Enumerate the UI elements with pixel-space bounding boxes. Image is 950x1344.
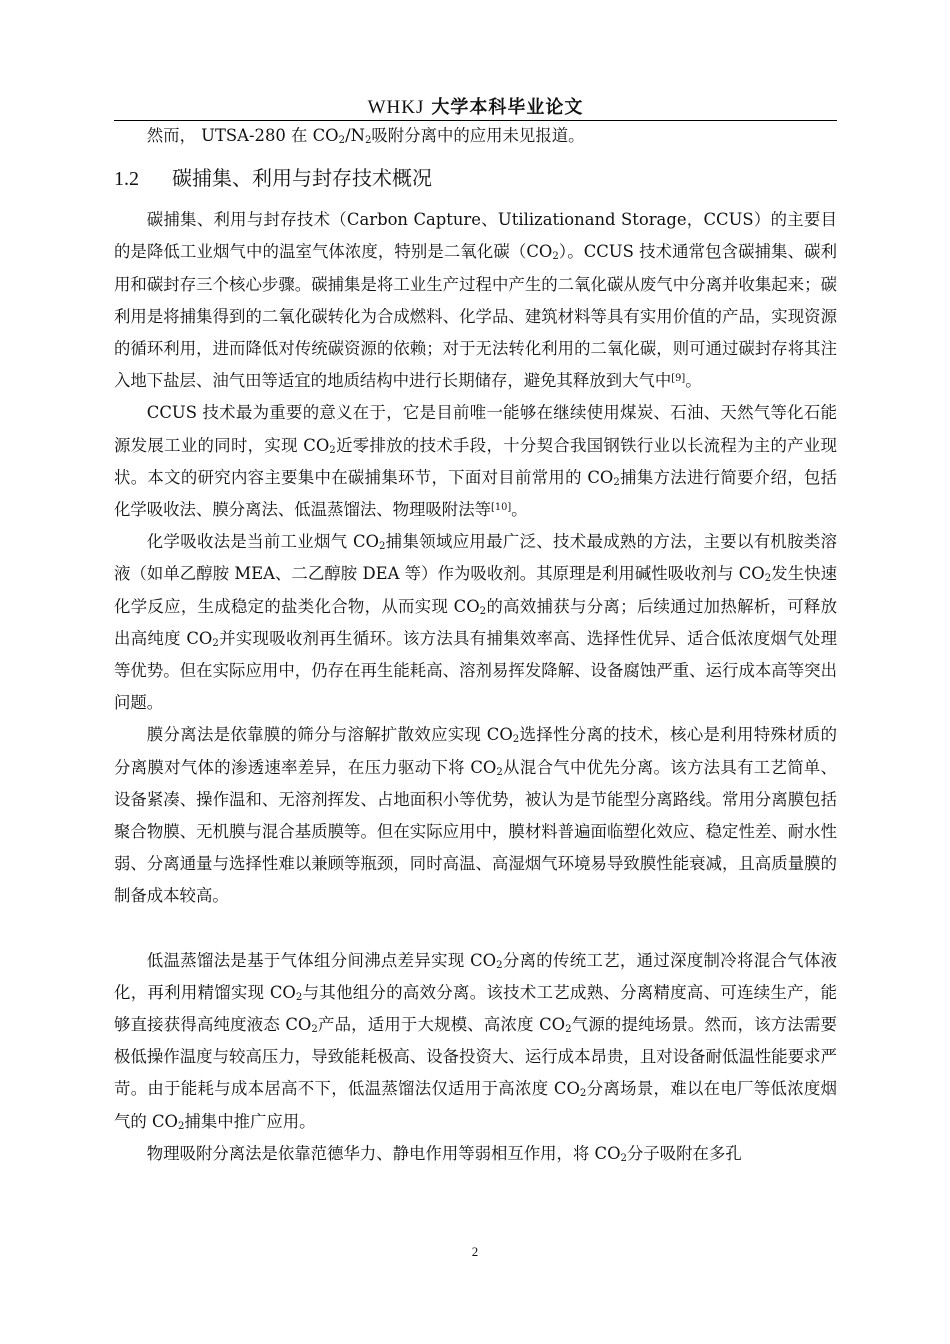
paragraph-chemical-absorption: 化学吸收法是当前工业烟气 $CO_2$捕集领域应用最广泛、技术最成熟的方法，主要以有机胺类溶液（如单乙醇胺 MEA、二乙醇胺 DEA 等）作为吸收剂。其原理是利用碱性吸收剂与 $CO_2$发生快速化学反应，生成稳定的盐类化合物，从而实现 $CO_2$的高效捕获与分离；后续通过加热解析，可释放出高纯度 $CO_2$并实现吸收剂再生循环。该方法具有捕集效率高、选择性优异、适合低浓度烟气处理等优势。但在实际应用中，仍存在再生能耗高、溶剂易挥发降解、设备腐蚀严重、运行成本高等突出问题。 (114, 532, 838, 713)
running-header (114, 94, 837, 121)
section-title: 碳捕集、利用与封存技术概况 (172, 166, 432, 191)
paragraph-physical-adsorption: 物理吸附分离法是依靠范德华力、静电作用等弱相互作用，将 $CO_2$分子吸附在多孔 (146, 1143, 742, 1165)
header-left-text: WHKJ (367, 97, 425, 118)
body-text (114, 120, 837, 1170)
page-number: 2 (471, 1244, 479, 1259)
section-heading (114, 162, 837, 195)
intro-line: 然而， UTSA-280 在 $CO_2/N_2$吸附分离中的应用未见报道。 (146, 126, 585, 147)
paragraph-ccus-significance: CCUS 技术最为重要的意义在于，它是目前唯一能够在继续使用煤炭、石油、天然气等化石能源发展工业的同时，实现 $CO_2$近零排放的技术手段，十分契合我国钢铁行业以长流程为主的产业现状。本文的研究内容主要集中在碳捕集环节，下面对目前常用的 $CO_2$捕集方法进行简要介绍，包括化学吸收法、膜分离法、低温蒸馏法、物理吸附法等[10]。 (114, 403, 837, 520)
paragraph-membrane-separation: 膜分离法是依靠膜的筛分与溶解扩散效应实现 $CO_2$选择性分离的技术，核心是利用特殊材质的分离膜对气体的渗透速率差异，在压力驱动下将 $CO_2$从混合气中优先分离。该方法具有工艺简单、设备紧凑、操作温和、无溶剂挥发、占地面积小等优势，被认为是节能型分离路线。常用分离膜包括聚合物膜、无机膜与混合基质膜等。但在实际应用中，膜材料普遍面临塑化效应、稳定性差、耐水性弱、分离通量与选择性难以兼顾等瓶颈，同时高温、高湿烟气环境易导致膜性能衰减，且高质量膜的制备成本较高。 (114, 725, 838, 906)
header-right-text: 大学本科毕业论文 (431, 97, 584, 118)
section-number: 1.2 (114, 168, 139, 191)
paragraph-cryogenic-distillation: 低温蒸馏法是基于气体组分间沸点差异实现 $CO_2$分离的传统工艺，通过深度制冷将混合气体液化，再利用精馏实现 $CO_2$与其他组分的高效分离。该技术工艺成熟、分离精度高、可连续生产，能够直接获得高纯度液态 $CO_2$产品，适用于大规模、高浓度 $CO_2$气源的提纯场景。然而，该方法需要极低操作温度与较高压力，导致能耗极高、设备投资大、运行成本昂贵，且对设备耐低温性能要求严苛。由于能耗与成本居高不下，低温蒸馏法仅适用于高浓度 $CO_2$分离场景，难以在电厂等低浓度烟气的 $CO_2$捕集中推广应用。 (114, 950, 838, 1132)
citation: [9] (671, 373, 686, 385)
paragraph-ccus-intro: 碳捕集、利用与封存技术（Carbon Capture、Utilizationand Storage，CCUS）的主要目的是降低工业烟气中的温室气体浓度，特别是二氧化碳$(CO_2)$。CCUS 技术通常包含碳捕集、碳利用和碳封存三个核心步骤。碳捕集是将工业生产过程中产生的二氧化碳从废气中分离并收集起来；碳利用是将捕集得到的二氧化碳转化为合成燃料、化学品、建筑材料等具有实用价值的产品，实现资源的循环利用，进而降低对传统碳资源的依赖；对于无法转化利用的二氧化碳，则可通过碳封存将其注入地下盐层、油气田等适宜的地质结构中进行长期储存，避免其释放到大气中[9]。 (114, 210, 837, 391)
citation: [10] (490, 502, 512, 514)
